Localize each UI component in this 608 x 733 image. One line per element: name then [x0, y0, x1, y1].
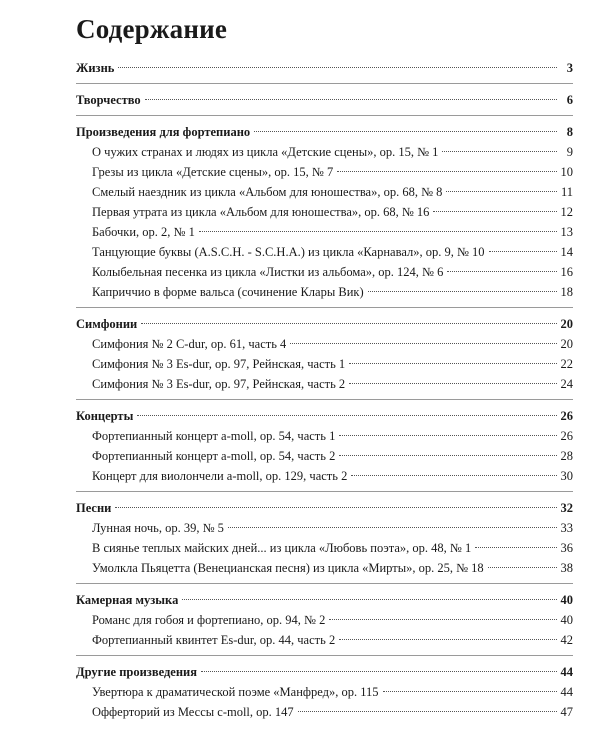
toc-entry	[76, 538, 573, 558]
page-number: 12	[560, 205, 573, 219]
dot-leader	[442, 151, 557, 152]
page-number: 36	[560, 541, 573, 555]
section-heading	[76, 662, 573, 682]
dot-leader	[254, 131, 557, 132]
page-number: 32	[560, 501, 573, 515]
page-number: 26	[560, 409, 573, 423]
toc-entry-label: Лунная ночь, op. 39, № 5	[92, 521, 224, 535]
toc-section	[76, 122, 573, 308]
dot-leader	[339, 435, 556, 436]
dot-leader	[489, 251, 557, 252]
toc-entry	[76, 426, 573, 446]
dot-leader	[141, 323, 556, 324]
toc-entry	[76, 222, 573, 242]
section-heading	[76, 314, 573, 334]
page-number: 8	[566, 125, 573, 139]
section-heading-label: Концерты	[76, 409, 134, 423]
dot-leader	[349, 363, 556, 364]
table-of-contents	[76, 58, 573, 733]
toc-entry	[76, 630, 573, 650]
page-number: 18	[560, 285, 573, 299]
page-number: 26	[560, 429, 573, 443]
dot-leader	[339, 639, 556, 640]
dot-leader	[182, 599, 556, 600]
dot-leader	[349, 383, 556, 384]
section-heading-label: Творчество	[76, 93, 141, 107]
toc-entry	[76, 354, 573, 374]
page-number: 33	[560, 521, 573, 535]
section-heading	[76, 406, 573, 426]
toc-entry	[76, 518, 573, 538]
toc-entry	[76, 558, 573, 578]
toc-entry	[76, 182, 573, 202]
page-number: 44	[560, 665, 573, 679]
toc-section	[76, 662, 573, 727]
page-number: 22	[560, 357, 573, 371]
toc-entry-label: Симфония № 3 Es-dur, op. 97, Рейнская, часть 1	[92, 357, 346, 371]
dot-leader	[115, 507, 556, 508]
dot-leader	[383, 691, 557, 692]
toc-entry-label: Смелый наездник из цикла «Альбом для юношества», op. 68, № 8	[92, 185, 443, 199]
section-heading	[76, 590, 573, 610]
dot-leader	[145, 99, 557, 100]
page-number: 13	[560, 225, 573, 239]
page-number: 20	[560, 317, 573, 331]
page-number: 47	[560, 705, 573, 719]
toc-section	[76, 406, 573, 492]
toc-entry-label: Грезы из цикла «Детские сцены», op. 15, № 7	[92, 165, 334, 179]
toc-entry	[76, 702, 573, 722]
toc-entry-label: Бабочки, op. 2, № 1	[92, 225, 195, 239]
toc-entry	[76, 202, 573, 222]
toc-entry	[76, 374, 573, 394]
section-heading	[76, 58, 573, 78]
toc-entry-label: Концерт для виолончели a-moll, op. 129, часть 2	[92, 469, 348, 483]
page-number: 6	[566, 93, 573, 107]
dot-leader	[447, 271, 556, 272]
toc-entry	[76, 162, 573, 182]
page-number: 38	[560, 561, 573, 575]
page-number: 10	[560, 165, 573, 179]
toc-entry	[76, 610, 573, 630]
page-number: 11	[560, 185, 573, 199]
page-number: 28	[560, 449, 573, 463]
dot-leader	[339, 455, 556, 456]
dot-leader	[446, 191, 557, 192]
page-number: 44	[560, 685, 573, 699]
toc-entry-label: В сиянье теплых майских дней... из цикла «Любовь поэта», op. 48, № 1	[92, 541, 472, 555]
toc-entry	[76, 142, 573, 162]
page-number: 20	[560, 337, 573, 351]
section-heading	[76, 90, 573, 110]
toc-section	[76, 590, 573, 656]
toc-section	[76, 498, 573, 584]
section-heading-label: Жизнь	[76, 61, 115, 75]
section-heading-label: Произведения для фортепиано	[76, 125, 251, 139]
toc-section	[76, 58, 573, 84]
page-number: 30	[560, 469, 573, 483]
toc-entry-label: Фортепианный концерт a-moll, op. 54, часть 2	[92, 449, 336, 463]
toc-entry-label: Симфония № 3 Es-dur, op. 97, Рейнская, часть 2	[92, 377, 346, 391]
toc-entry-label: Фортепианный концерт a-moll, op. 54, часть 1	[92, 429, 336, 443]
toc-entry	[76, 334, 573, 354]
dot-leader	[351, 475, 556, 476]
section-heading-label: Другие произведения	[76, 665, 197, 679]
page-number: 3	[566, 61, 573, 75]
toc-entry-label: Умолкла Пьяцетта (Венецианская песня) из цикла «Мирты», op. 25, № 18	[92, 561, 484, 575]
dot-leader	[337, 171, 556, 172]
section-heading-label: Симфонии	[76, 317, 138, 331]
page-number: 24	[560, 377, 573, 391]
toc-section	[76, 90, 573, 116]
toc-entry	[76, 446, 573, 466]
toc-entry	[76, 242, 573, 262]
toc-entry-label: Танцующие буквы (A.S.C.H. - S.C.H.A.) из цикла «Карнавал», op. 9, № 10	[92, 245, 485, 259]
toc-entry-label: Фортепианный квинтет Es-dur, op. 44, часть 2	[92, 633, 336, 647]
toc-entry-label: О чужих странах и людях из цикла «Детские сцены», op. 15, № 1	[92, 145, 439, 159]
toc-section	[76, 314, 573, 400]
section-heading-label: Песни	[76, 501, 112, 515]
page-number: 14	[560, 245, 573, 259]
toc-entry-label: Симфония № 2 C-dur, op. 61, часть 4	[92, 337, 287, 351]
dot-leader	[290, 343, 556, 344]
dot-leader	[118, 67, 557, 68]
toc-entry	[76, 262, 573, 282]
dot-leader	[298, 711, 557, 712]
toc-entry-label: Увертюра к драматической поэме «Манфред», op. 115	[92, 685, 379, 699]
section-heading	[76, 498, 573, 518]
dot-leader	[137, 415, 556, 416]
toc-entry	[76, 282, 573, 302]
section-heading-label: Камерная музыка	[76, 593, 179, 607]
dot-leader	[475, 547, 556, 548]
dot-leader	[199, 231, 557, 232]
page-number: 42	[560, 633, 573, 647]
page-number: 16	[560, 265, 573, 279]
toc-entry	[76, 682, 573, 702]
toc-entry-label: Офферторий из Мессы c-moll, op. 147	[92, 705, 294, 719]
toc-entry-label: Романс для гобоя и фортепиано, op. 94, № 2	[92, 613, 326, 627]
dot-leader	[329, 619, 556, 620]
toc-entry-label: Каприччио в форме вальса (сочинение Клары Вик)	[92, 285, 364, 299]
page-title: Содержание	[76, 14, 228, 44]
page-number: 40	[560, 613, 573, 627]
section-heading	[76, 122, 573, 142]
dot-leader	[201, 671, 557, 672]
page-number: 9	[566, 145, 573, 159]
dot-leader	[228, 527, 557, 528]
dot-leader	[433, 211, 556, 212]
toc-entry	[76, 466, 573, 486]
page-number: 40	[560, 593, 573, 607]
toc-entry-label: Первая утрата из цикла «Альбом для юношества», op. 68, № 16	[92, 205, 430, 219]
dot-leader	[488, 567, 557, 568]
toc-entry-label: Колыбельная песенка из цикла «Листки из альбома», op. 124, № 6	[92, 265, 444, 279]
dot-leader	[368, 291, 557, 292]
